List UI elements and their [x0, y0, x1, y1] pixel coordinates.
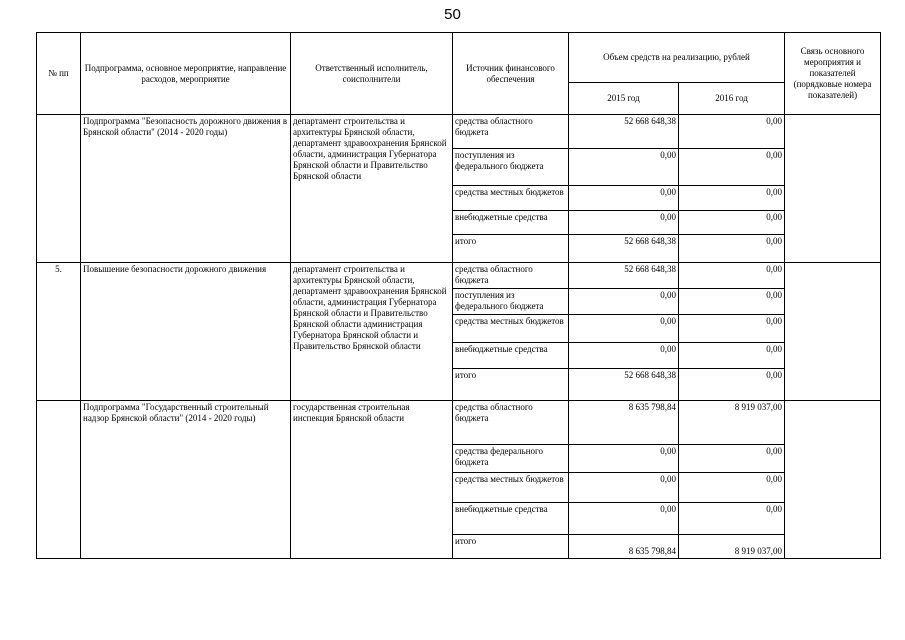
row-source: внебюджетные средства: [453, 211, 569, 235]
table-row: [37, 263, 881, 289]
row-value-2016: 0,00: [679, 186, 785, 211]
row-num: 5.: [37, 263, 81, 401]
row-program: Повышение безопасности дорожного движения: [81, 263, 291, 401]
row-value-2016: 0,00: [679, 343, 785, 369]
row-value-2015: 0,00: [569, 289, 679, 315]
row-source-total: итого: [453, 535, 569, 559]
row-source: внебюджетные средства: [453, 343, 569, 369]
row-total-2016: 0,00: [679, 235, 785, 263]
row-value-2016: 0,00: [679, 289, 785, 315]
row-link: [785, 401, 881, 559]
row-source: средства местных бюджетов: [453, 315, 569, 343]
row-value-2016: 0,00: [679, 211, 785, 235]
row-source-total: итого: [453, 369, 569, 401]
row-total-2016: 0,00: [679, 369, 785, 401]
row-total-2015: 52 668 648,38: [569, 369, 679, 401]
row-value-2015: 52 668 648,38: [569, 263, 679, 289]
row-total-2015: 52 668 648,38: [569, 235, 679, 263]
row-value-2015: 0,00: [569, 315, 679, 343]
budget-table: [36, 32, 881, 559]
table-row: [37, 115, 881, 149]
header-year-2015: 2015 год: [569, 83, 679, 115]
row-value-2016: 0,00: [679, 315, 785, 343]
row-value-2016: 0,00: [679, 115, 785, 149]
row-link: [785, 115, 881, 263]
row-value-2016: 0,00: [679, 503, 785, 535]
row-source: средства областного бюджета: [453, 401, 569, 445]
row-program: Подпрограмма "Безопасность дорожного движения в Брянской области" (2014 - 2020 годы): [81, 115, 291, 263]
row-value-2015: 8 635 798,84: [569, 401, 679, 445]
row-num: [37, 115, 81, 263]
table-header: [37, 33, 881, 115]
row-value-2016: 0,00: [679, 445, 785, 473]
table-row: [37, 401, 881, 445]
header-executor: Ответственный исполнитель, соисполнители: [291, 33, 453, 115]
table-body: [37, 115, 881, 559]
row-value-2015: 52 668 648,38: [569, 115, 679, 149]
row-value-2015: 0,00: [569, 186, 679, 211]
row-value-2016: 0,00: [679, 473, 785, 503]
row-link: [785, 263, 881, 401]
row-executor: департамент строительства и архитектуры Брянской области, департамент здравоохранения Брянской области, администрация Губернатора Брянской области и Правительство Брянской области: [291, 115, 453, 263]
row-value-2015: 0,00: [569, 211, 679, 235]
row-source-total: итого: [453, 235, 569, 263]
row-value-2016: 0,00: [679, 149, 785, 186]
row-total-2016: 8 919 037,00: [679, 535, 785, 559]
row-source: поступления из федерального бюджета: [453, 289, 569, 315]
row-executor: государственная строительная инспекция Брянской области: [291, 401, 453, 559]
row-executor: департамент строительства и архитектуры Брянской области, департамент здравоохранения Брянской области, администрация Губернатора Брянской области и Правительство Брянской области администрация Губернатора Брянской области и Правительство Брянской области: [291, 263, 453, 401]
row-value-2015: 0,00: [569, 445, 679, 473]
row-source: внебюджетные средства: [453, 503, 569, 535]
row-value-2015: 0,00: [569, 503, 679, 535]
header-num: № пп: [37, 33, 81, 115]
page-number: 50: [444, 6, 461, 23]
header-year-2016: 2016 год: [679, 83, 785, 115]
row-value-2015: 0,00: [569, 473, 679, 503]
row-source: поступления из федерального бюджета: [453, 149, 569, 186]
row-source: средства областного бюджета: [453, 115, 569, 149]
row-source: средства местных бюджетов: [453, 186, 569, 211]
row-value-2015: 0,00: [569, 343, 679, 369]
row-source: средства областного бюджета: [453, 263, 569, 289]
header-program: Подпрограмма, основное мероприятие, направление расходов, мероприятие: [81, 33, 291, 115]
row-value-2015: 0,00: [569, 149, 679, 186]
row-source: средства местных бюджетов: [453, 473, 569, 503]
row-num: [37, 401, 81, 559]
header-source: Источник финансового обеспечения: [453, 33, 569, 115]
row-value-2016: 8 919 037,00: [679, 401, 785, 445]
header-volume: Объем средств на реализацию, рублей: [569, 33, 785, 83]
row-source: средства федерального бюджета: [453, 445, 569, 473]
row-program: Подпрограмма "Государственный строительный надзор Брянской области" (2014 - 2020 годы): [81, 401, 291, 559]
row-value-2016: 0,00: [679, 263, 785, 289]
row-total-2015: 8 635 798,84: [569, 535, 679, 559]
header-link: Связь основного мероприятия и показателей (порядковые номера показателей): [785, 33, 881, 115]
